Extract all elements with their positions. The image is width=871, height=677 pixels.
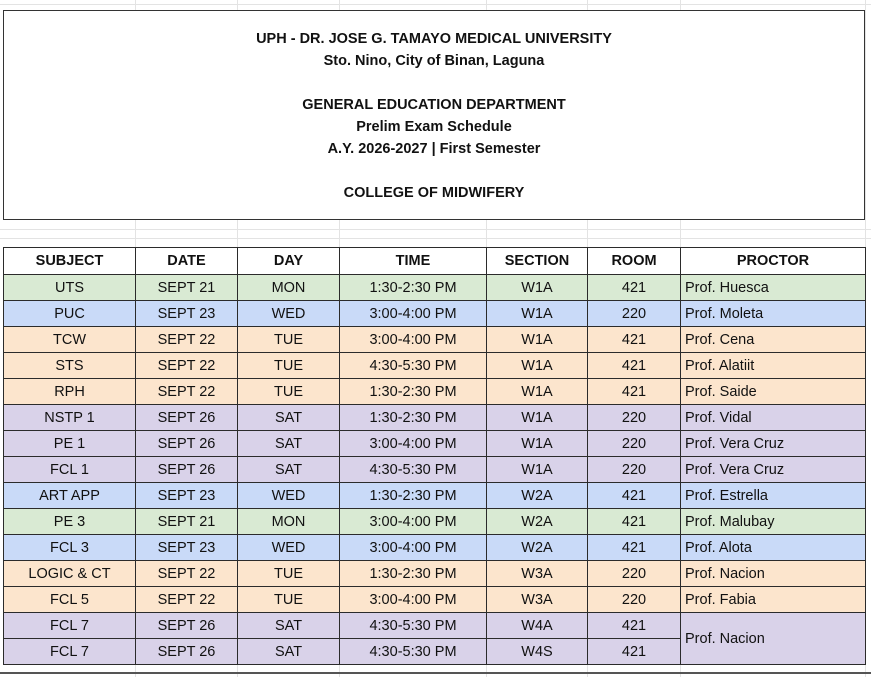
time-cell[interactable]: 4:30-5:30 PM — [340, 613, 487, 639]
date-cell[interactable]: SEPT 22 — [136, 587, 238, 613]
day-cell[interactable]: MON — [238, 275, 340, 301]
university-address: Sto. Nino, City of Binan, Laguna — [323, 53, 545, 69]
date-cell[interactable]: SEPT 26 — [136, 613, 238, 639]
proctor-cell[interactable]: Prof. Alota — [681, 535, 866, 561]
room-cell[interactable]: 220 — [588, 561, 681, 587]
table-row — [4, 431, 866, 457]
day-cell[interactable]: MON — [238, 509, 340, 535]
table-row — [4, 483, 866, 509]
room-cell[interactable]: 220 — [588, 457, 681, 483]
section-cell[interactable]: W1A — [487, 275, 588, 301]
date-cell[interactable]: SEPT 23 — [136, 535, 238, 561]
university-name: UPH - DR. JOSE G. TAMAYO MEDICAL UNIVERSITY — [256, 31, 612, 47]
proctor-cell[interactable]: Prof. Nacion — [681, 561, 866, 587]
proctor-cell[interactable]: Prof. Malubay — [681, 509, 866, 535]
proctor-cell[interactable]: Prof. Vera Cruz — [681, 457, 866, 483]
subject-cell[interactable]: TCW — [4, 327, 136, 353]
table-row — [4, 561, 866, 587]
date-cell[interactable]: SEPT 21 — [136, 275, 238, 301]
time-cell[interactable]: 1:30-2:30 PM — [340, 561, 487, 587]
room-cell[interactable]: 421 — [588, 613, 681, 639]
table-row — [4, 535, 866, 561]
date-cell[interactable]: SEPT 26 — [136, 431, 238, 457]
date-cell[interactable]: SEPT 22 — [136, 327, 238, 353]
day-cell[interactable]: SAT — [238, 405, 340, 431]
subject-cell[interactable]: PE 3 — [4, 509, 136, 535]
day-cell[interactable]: WED — [238, 301, 340, 327]
time-cell[interactable]: 1:30-2:30 PM — [340, 405, 487, 431]
day-cell[interactable]: WED — [238, 535, 340, 561]
time-cell[interactable]: 1:30-2:30 PM — [340, 483, 487, 509]
exam-schedule-table — [3, 247, 866, 665]
date-cell[interactable]: SEPT 26 — [136, 405, 238, 431]
date-cell[interactable]: SEPT 21 — [136, 509, 238, 535]
section-cell[interactable]: W1A — [487, 301, 588, 327]
section-cell[interactable]: W4A — [487, 613, 588, 639]
room-cell[interactable]: 220 — [588, 431, 681, 457]
column-header-section[interactable]: SECTION — [487, 248, 588, 275]
table-row — [4, 405, 866, 431]
subject-cell[interactable]: STS — [4, 353, 136, 379]
column-header-subject[interactable]: SUBJECT — [4, 248, 136, 275]
section-cell[interactable]: W3A — [487, 561, 588, 587]
college-name: COLLEGE OF MIDWIFERY — [343, 185, 525, 201]
sheet-gridline — [0, 238, 871, 239]
section-cell[interactable]: W2A — [487, 509, 588, 535]
time-cell[interactable]: 3:00-4:00 PM — [340, 327, 487, 353]
day-cell[interactable]: TUE — [238, 587, 340, 613]
table-row — [4, 301, 866, 327]
room-cell[interactable]: 421 — [588, 639, 681, 665]
room-cell[interactable]: 421 — [588, 353, 681, 379]
date-cell[interactable]: SEPT 22 — [136, 379, 238, 405]
table-header-row — [4, 248, 866, 275]
section-cell[interactable]: W1A — [487, 327, 588, 353]
section-cell[interactable]: W2A — [487, 483, 588, 509]
section-cell[interactable]: W1A — [487, 457, 588, 483]
day-cell[interactable]: SAT — [238, 639, 340, 665]
proctor-cell[interactable]: Prof. Saide — [681, 379, 866, 405]
section-cell[interactable]: W4S — [487, 639, 588, 665]
column-header-date[interactable]: DATE — [136, 248, 238, 275]
proctor-cell[interactable]: Prof. Alatiit — [681, 353, 866, 379]
table-row — [4, 327, 866, 353]
room-cell[interactable]: 421 — [588, 275, 681, 301]
date-cell[interactable]: SEPT 23 — [136, 483, 238, 509]
table-row — [4, 457, 866, 483]
table-row — [4, 509, 866, 535]
section-cell[interactable]: W1A — [487, 431, 588, 457]
room-cell[interactable]: 421 — [588, 535, 681, 561]
time-cell[interactable]: 1:30-2:30 PM — [340, 275, 487, 301]
subject-cell[interactable]: FCL 7 — [4, 639, 136, 665]
room-cell[interactable]: 220 — [588, 405, 681, 431]
subject-cell[interactable]: FCL 5 — [4, 587, 136, 613]
time-cell[interactable]: 3:00-4:00 PM — [340, 587, 487, 613]
department-name: GENERAL EDUCATION DEPARTMENT — [302, 97, 566, 113]
time-cell[interactable]: 4:30-5:30 PM — [340, 639, 487, 665]
subject-cell[interactable]: UTS — [4, 275, 136, 301]
table-row — [4, 379, 866, 405]
subject-cell[interactable]: LOGIC & CT — [4, 561, 136, 587]
proctor-cell[interactable]: Prof. Estrella — [681, 483, 866, 509]
date-cell[interactable]: SEPT 22 — [136, 353, 238, 379]
day-cell[interactable]: WED — [238, 483, 340, 509]
subject-cell[interactable]: FCL 3 — [4, 535, 136, 561]
day-cell[interactable]: TUE — [238, 379, 340, 405]
subject-cell[interactable]: RPH — [4, 379, 136, 405]
column-header-time[interactable]: TIME — [340, 248, 487, 275]
table-body — [4, 275, 866, 665]
table-row — [4, 613, 866, 639]
time-cell[interactable]: 4:30-5:30 PM — [340, 457, 487, 483]
time-cell[interactable]: 3:00-4:00 PM — [340, 431, 487, 457]
day-cell[interactable]: SAT — [238, 457, 340, 483]
room-cell[interactable]: 421 — [588, 379, 681, 405]
day-cell[interactable]: TUE — [238, 353, 340, 379]
time-cell[interactable]: 4:30-5:30 PM — [340, 353, 487, 379]
sheet-gridline — [0, 4, 871, 5]
subject-cell[interactable]: NSTP 1 — [4, 405, 136, 431]
time-cell[interactable]: 3:00-4:00 PM — [340, 535, 487, 561]
subject-cell[interactable]: ART APP — [4, 483, 136, 509]
schedule-title: Prelim Exam Schedule — [356, 119, 512, 135]
sheet-gridline — [0, 229, 871, 230]
column-header-room[interactable]: ROOM — [588, 248, 681, 275]
proctor-cell[interactable]: Prof. Huesca — [681, 275, 866, 301]
section-cell[interactable]: W3A — [487, 587, 588, 613]
column-header-proctor[interactable]: PROCTOR — [681, 248, 866, 275]
table-row — [4, 275, 866, 301]
proctor-cell[interactable]: Prof. Nacion — [681, 613, 866, 665]
sheet-bottom-border — [0, 672, 871, 674]
day-cell[interactable]: TUE — [238, 561, 340, 587]
column-header-day[interactable]: DAY — [238, 248, 340, 275]
section-cell[interactable]: W1A — [487, 405, 588, 431]
time-cell[interactable]: 3:00-4:00 PM — [340, 509, 487, 535]
subject-cell[interactable]: FCL 7 — [4, 613, 136, 639]
day-cell[interactable]: SAT — [238, 431, 340, 457]
schedule-header — [3, 10, 865, 220]
date-cell[interactable]: SEPT 23 — [136, 301, 238, 327]
academic-year: A.Y. 2026-2027 | First Semester — [327, 141, 541, 157]
room-cell[interactable]: 220 — [588, 301, 681, 327]
subject-cell[interactable]: PUC — [4, 301, 136, 327]
table-row — [4, 353, 866, 379]
proctor-cell[interactable]: Prof. Vera Cruz — [681, 431, 866, 457]
room-cell[interactable]: 220 — [588, 587, 681, 613]
table-row — [4, 587, 866, 613]
day-cell[interactable]: SAT — [238, 613, 340, 639]
proctor-cell[interactable]: Prof. Moleta — [681, 301, 866, 327]
section-cell[interactable]: W1A — [487, 379, 588, 405]
subject-cell[interactable]: PE 1 — [4, 431, 136, 457]
time-cell[interactable]: 3:00-4:00 PM — [340, 301, 487, 327]
proctor-cell[interactable]: Prof. Vidal — [681, 405, 866, 431]
room-cell[interactable]: 421 — [588, 327, 681, 353]
day-cell[interactable]: TUE — [238, 327, 340, 353]
room-cell[interactable]: 421 — [588, 483, 681, 509]
date-cell[interactable]: SEPT 22 — [136, 561, 238, 587]
date-cell[interactable]: SEPT 26 — [136, 457, 238, 483]
section-cell[interactable]: W2A — [487, 535, 588, 561]
section-cell[interactable]: W1A — [487, 353, 588, 379]
time-cell[interactable]: 1:30-2:30 PM — [340, 379, 487, 405]
room-cell[interactable]: 421 — [588, 509, 681, 535]
proctor-cell[interactable]: Prof. Cena — [681, 327, 866, 353]
proctor-cell[interactable]: Prof. Fabia — [681, 587, 866, 613]
subject-cell[interactable]: FCL 1 — [4, 457, 136, 483]
date-cell[interactable]: SEPT 26 — [136, 639, 238, 665]
